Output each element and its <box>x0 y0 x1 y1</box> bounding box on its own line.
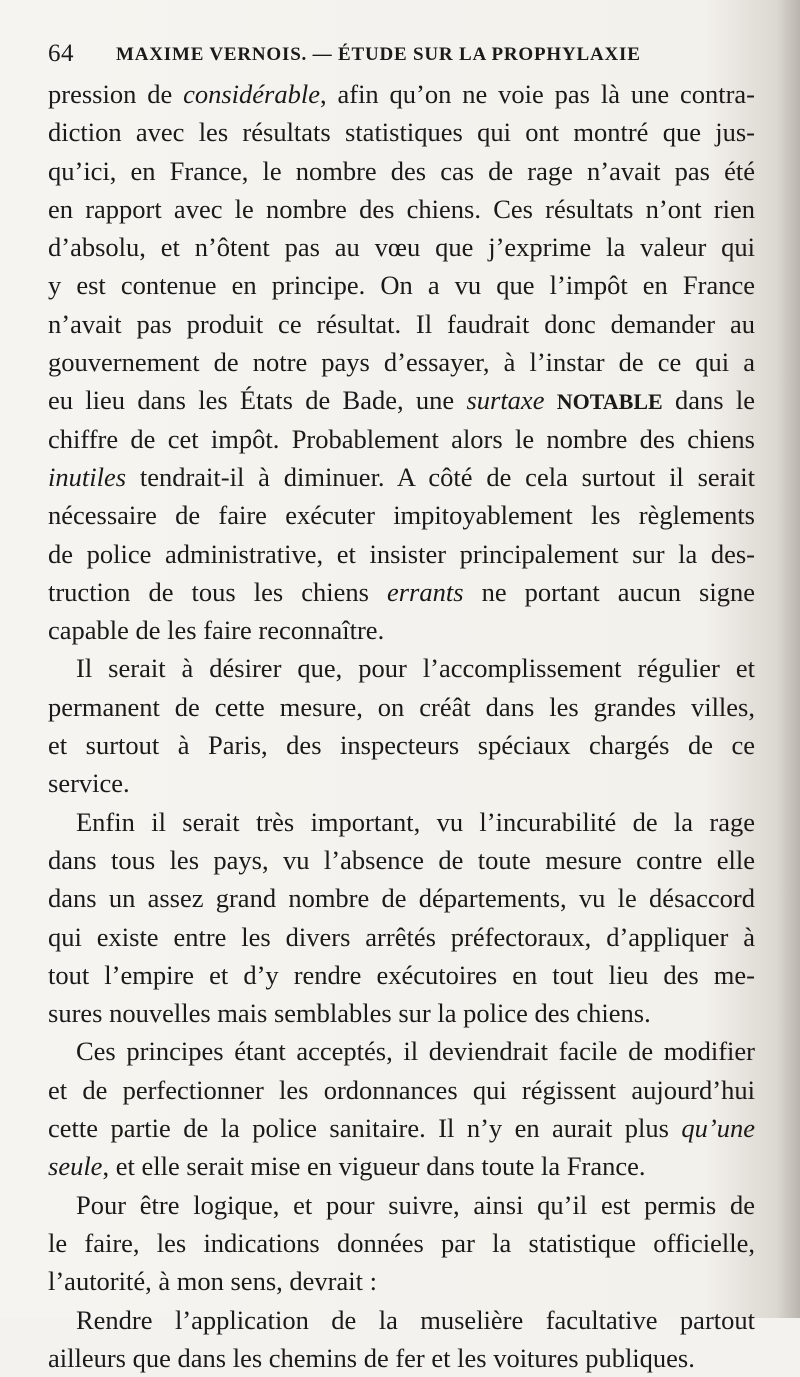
text-segment: d’absolu, et n’ôtent pas au vœu que j’exprime la valeur qui <box>48 232 755 263</box>
text-line <box>48 918 755 956</box>
text-line <box>48 1301 755 1339</box>
text-line <box>48 535 755 573</box>
text-line <box>48 994 755 1032</box>
text-segment: , afin qu’on ne voie pas là une contra- <box>319 79 755 109</box>
text-line <box>48 1186 755 1224</box>
text-segment: chiffre de cet impôt. Probablement alors le nombre des chiens <box>48 423 755 454</box>
text-segment: diction avec les résultats statistiques qui ont montré que jus- <box>48 117 755 148</box>
text-line <box>48 343 755 381</box>
text-line <box>48 688 755 726</box>
italic-text: considérable <box>183 79 320 109</box>
italic-text: errants <box>386 576 464 607</box>
text-line <box>48 1147 755 1185</box>
small-caps-text: NOTABLE <box>556 389 663 415</box>
text-line <box>48 458 755 496</box>
text-segment <box>544 385 556 415</box>
text-segment: service. <box>48 768 130 799</box>
text-line <box>48 420 755 458</box>
running-head: MAXIME VERNOIS. — ÉTUDE SUR LA PROPHYLAXIE <box>116 44 641 65</box>
text-line <box>48 803 755 841</box>
text-segment: eu lieu dans les États de Bade, une <box>48 385 467 416</box>
text-segment: Pour être logique, et pour suivre, ainsi qu’il est permis de <box>76 1189 755 1220</box>
text-segment: et de perfectionner les ordonnances qui régissent aujourd’hui <box>48 1074 755 1105</box>
text-line <box>48 573 755 611</box>
text-line <box>48 841 755 879</box>
text-segment: qui existe entre les divers arrêtés préfectoraux, d’appliquer à <box>48 921 755 952</box>
body-text <box>48 75 755 1377</box>
text-segment: Rendre l’application de la muselière facultative partout <box>76 1304 755 1335</box>
page-number: 64 <box>48 40 74 67</box>
text-segment: Enfin il serait très important, vu l’incurabilité de la rage <box>76 806 755 837</box>
text-segment: pression de <box>48 79 184 109</box>
text-line <box>48 1339 755 1377</box>
text-line <box>48 305 755 343</box>
text-segment: et surtout à Paris, des inspecteurs spéciaux chargés de ce <box>48 730 755 761</box>
italic-text: inutiles <box>48 461 127 492</box>
text-segment: gouvernement de notre pays d’essayer, à l’instar de ce qui a <box>48 347 755 378</box>
text-line <box>48 879 755 917</box>
text-segment: tout l’empire et d’y rendre exécutoires en tout lieu des me- <box>48 959 755 990</box>
text-segment: capable de les faire reconnaître. <box>48 615 385 646</box>
text-line <box>48 152 755 190</box>
text-segment: dans un assez grand nombre de départements, vu le désaccord <box>48 883 755 914</box>
text-segment: ailleurs que dans les chemins de fer et les voitures publiques. <box>48 1342 695 1373</box>
text-segment: en rapport avec le nombre des chiens. Ces résultats n’ont rien <box>48 193 755 224</box>
text-segment: , et elle serait mise en vigueur dans toute la France. <box>102 1151 646 1182</box>
text-segment: nécessaire de faire exécuter impitoyablement les règlements <box>48 500 755 531</box>
text-line <box>48 190 755 228</box>
text-segment: ne portant aucun signe <box>463 576 755 607</box>
text-line <box>48 1224 755 1262</box>
text-line <box>48 726 755 764</box>
text-line <box>48 113 755 151</box>
text-segment: truction de tous les chiens <box>48 576 387 607</box>
text-segment: n’avait pas produit ce résultat. Il faudrait donc demander au <box>48 308 755 339</box>
text-line <box>48 75 755 113</box>
text-line <box>48 1071 755 1109</box>
italic-text: surtaxe <box>466 385 545 416</box>
italic-text: qu’une <box>681 1113 755 1144</box>
text-line <box>48 228 755 266</box>
text-segment: Il serait à désirer que, pour l’accomplissement régulier et <box>76 653 755 684</box>
text-segment: cette partie de la police sanitaire. Il n’y en aurait plus <box>48 1113 682 1144</box>
text-segment: sures nouvelles mais semblables sur la police des chiens. <box>48 998 651 1029</box>
text-line <box>48 1262 755 1300</box>
text-segment: l’autorité, à mon sens, devrait : <box>48 1266 377 1297</box>
text-segment: dans le <box>662 385 755 416</box>
text-segment: Ces principes étant acceptés, il deviendrait facile de modifier <box>76 1036 755 1067</box>
text-segment: qu’ici, en France, le nombre des cas de rage n’avait pas été <box>48 155 755 186</box>
text-line <box>48 496 755 534</box>
text-line <box>48 381 755 419</box>
text-segment: dans tous les pays, vu l’absence de toute mesure contre elle <box>48 844 755 875</box>
text-segment: permanent de cette mesure, on créât dans les grandes villes, <box>48 691 755 722</box>
text-line <box>48 266 755 304</box>
text-line <box>48 956 755 994</box>
text-segment: tendrait-il à diminuer. A côté de cela surtout il serait <box>126 461 755 492</box>
text-line <box>48 1109 755 1147</box>
text-segment: de police administrative, et insister principalement sur la des- <box>48 538 755 569</box>
text-line <box>48 1032 755 1070</box>
italic-text: seule <box>48 1151 103 1182</box>
text-line <box>48 649 755 687</box>
page-header <box>48 38 760 74</box>
text-line <box>48 611 755 649</box>
text-segment: le faire, les indications données par la statistique officielle, <box>48 1227 755 1258</box>
text-line <box>48 764 755 802</box>
text-segment: y est contenue en principe. On a vu que l’impôt en France <box>48 270 755 301</box>
